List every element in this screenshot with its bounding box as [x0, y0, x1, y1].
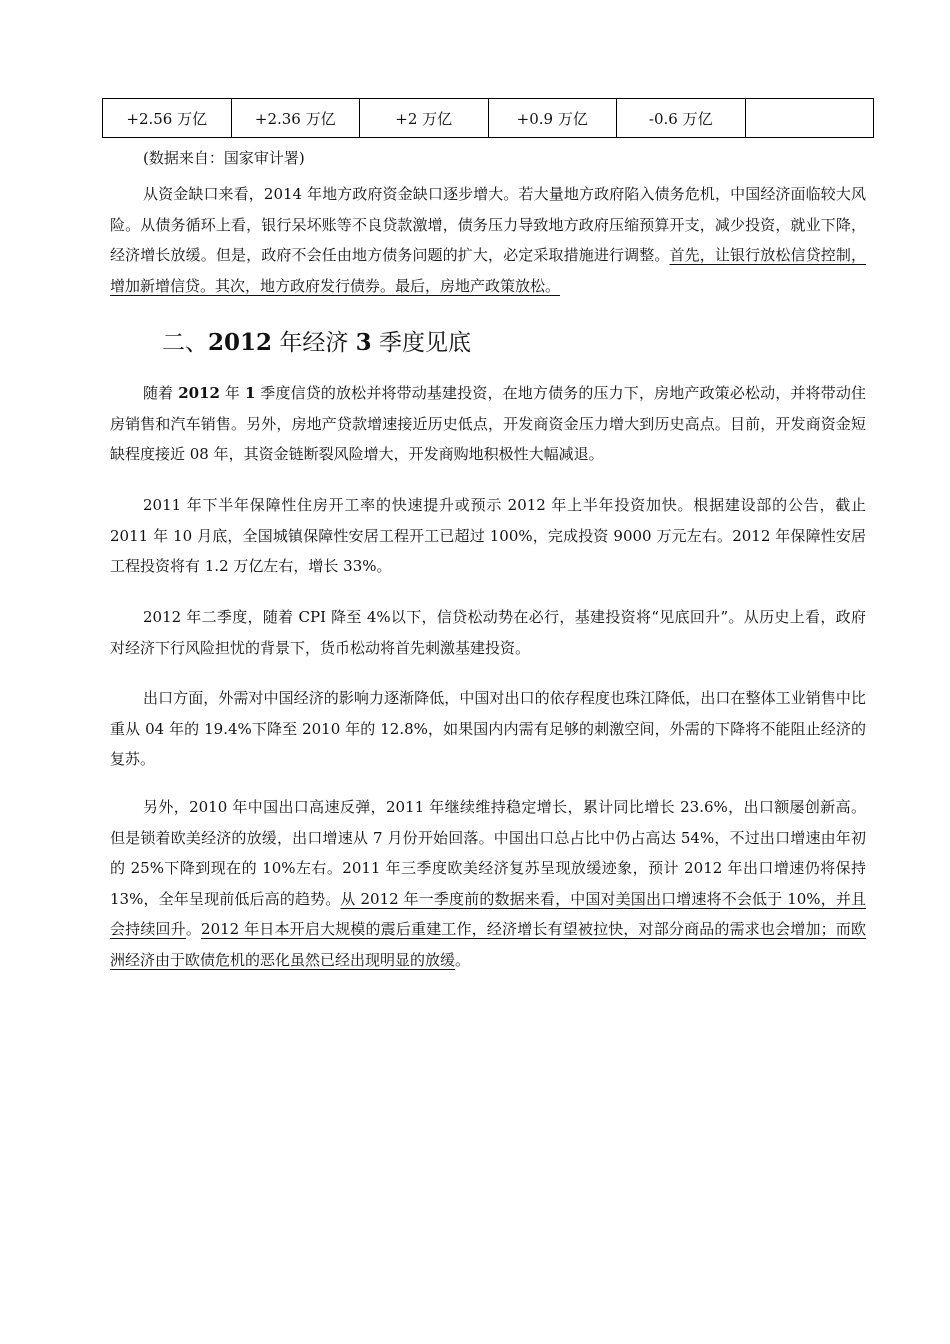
heading-prefix: 二、: [162, 330, 208, 356]
heading-mid: 年经济: [272, 330, 356, 356]
table-cell: +2.56 万亿: [103, 99, 232, 138]
heading-suffix: 季度见底: [371, 330, 471, 356]
underlined-text: 2012 年日本开启大规模的震后重建工作，经济增长有望被拉快，对部分商品的需求也会增加；而欧洲经济由于欧债危机的恶化虽然已经出现明显的放缓: [110, 920, 866, 969]
paragraph-credit-easing: [110, 378, 866, 470]
table-cell: +2 万亿: [360, 99, 489, 138]
heading-year: 2012: [208, 329, 273, 356]
debt-gap-table: [102, 98, 874, 138]
paragraph-funding-gap: [110, 179, 866, 301]
table-cell: [745, 99, 874, 138]
paragraph-housing: 2011 年下半年保障性住房开工率的快速提升或预示 2012 年上半年投资加快。根据建设部的公告，截止 2011 年 10 月底，全国城镇保障性安居工程开工已超过 100%，完成投资 9000 万元左右。2012 年保障性安居工程投资将有 1.2 万亿左右，增长 33%。: [110, 496, 866, 575]
bold-year: 2012: [178, 384, 220, 402]
table-cell: -0.6 万亿: [617, 99, 746, 138]
table-cell: +0.9 万亿: [488, 99, 617, 138]
source-note: (数据来自：国家审计署): [143, 149, 305, 167]
section-heading: [162, 326, 471, 360]
underlined-text: 从 2012 年一季度前的数据来看，中国对美国出口增速将不会低于 10%，并且会持续回升: [110, 889, 866, 938]
paragraph-exports: 出口方面，外需对中国经济的影响力逐渐降低，中国对出口的依存程度也珠江降低，出口在整体工业销售中比重从 04 年的 19.4%下降至 2010 年的 12.8%，如果国内内需有足够的刺激空间，外需的下降将不能阻止经济的复苏。: [110, 689, 866, 768]
paragraph-q2: 2012 年二季度，随着 CPI 降至 4%以下，信贷松动势在必行，基建投资将“见底回升”。从历史上看，政府对经济下行风险担忧的背景下，货币松动将首先刺激基建投资。: [110, 608, 866, 657]
bold-quarter: 1: [244, 384, 256, 402]
table-cell: +2.36 万亿: [231, 99, 360, 138]
paragraph-text: 。: [185, 920, 202, 938]
underlined-text: 首先，让银行放松信贷控制，增加新增信贷。其次，地方政府发行债券。最后，房地产政策放松。: [110, 246, 866, 295]
paragraph-text: 。: [455, 950, 471, 969]
paragraph-export-growth: [110, 792, 866, 975]
heading-quarter: 3: [355, 329, 372, 356]
paragraph-text: 从资金缺口来看，2014 年地方政府资金缺口逐步增大。若大量地方政府陷入债务危机，中国经济面临较大风险。从债务循环上看，银行呆坏账等不良贷款激增，债务压力导致地方政府压缩预算开支，减少投资，就业下降，经济增长放缓。但是，政府不会任由地方债务问题的扩大，必定采取措施进行调整。: [110, 185, 866, 264]
table-row: [103, 99, 874, 138]
paragraph-text: 季度信贷的放松并将带动基建投资，在地方债务的压力下，房地产政策必松动，并将带动住房销售和汽车销售。另外，房地产贷款增速接近历史低点，开发商资金压力增大到历史高点。目前，开发商资金短缺程度接近 08 年，其资金链断裂风险增大，开发商购地积极性大幅减退。: [110, 384, 866, 463]
paragraph-text: 年: [219, 384, 245, 402]
paragraph-text: 另外，2010 年中国出口高速反弹，2011 年继续维持稳定增长，累计同比增长 23.6%，出口额屡创新高。但是锁着欧美经济的放缓，出口增速从 7 月份开始回落。中国出口总占比中仍占高达 54%，不过出口增速由年初的 25%下降到现在的 10%左右。2011 年三季度欧美经济复苏呈现放缓迹象，预计 2012 年出口增速仍将保持 13%，全年呈现前低后高的趋势。: [110, 798, 866, 908]
paragraph-text: 随着: [143, 384, 179, 402]
